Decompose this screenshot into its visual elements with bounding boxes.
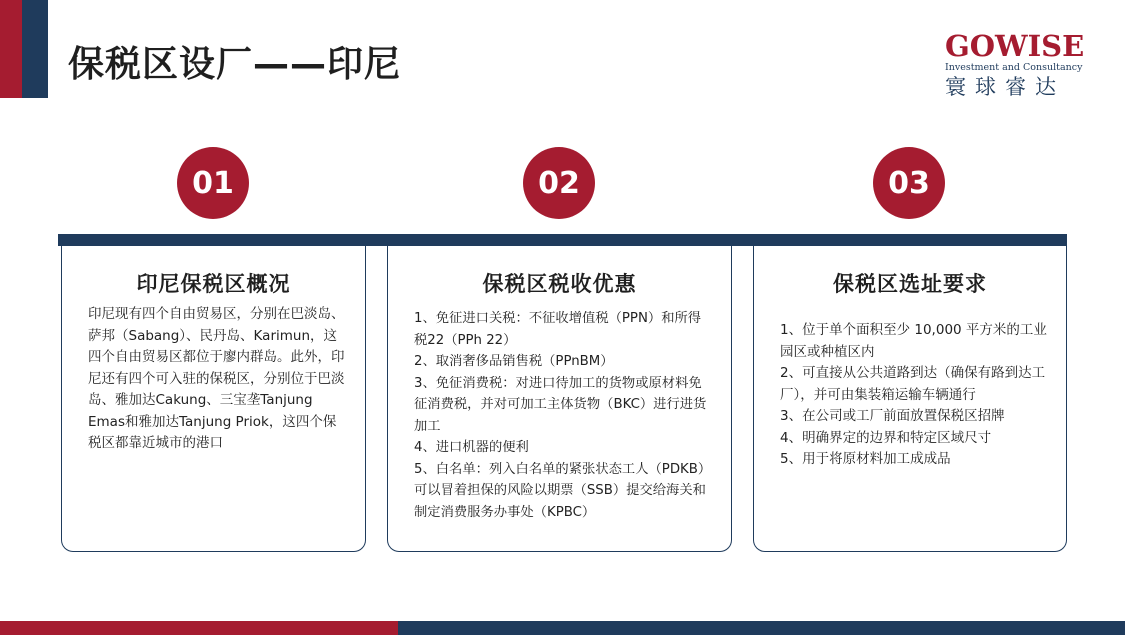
logo-subtitle: Investment and Consultancy [945,62,1083,73]
company-logo [945,29,1095,100]
card-list-item: 1、免征进口关税：不征收增值税（PPN）和所得税22（PPh 22） [414,311,702,348]
footer-bar-navy [398,621,1125,635]
corner-accent-red [0,0,22,98]
card-body [780,320,1048,471]
card-list-item: 1、位于单个面积至少 10,000 平方米的工业园区或种植区内 [780,322,1047,360]
logo-chinese-name: 寰球睿达 [945,75,1065,99]
card-list-item: 4、进口机器的便利 [414,440,529,455]
card-tax-incentives [387,246,732,552]
card-list-item: 5、白名单：列入白名单的紧张状态工人（PDKB）可以冒着担保的风险以期票（SSB）提交给海关和制定消费服务办事处（KPBC） [414,461,712,520]
card-list-item: 3、免征消费税：对进口待加工的货物或原材料免征消费税，并对可加工主体货物（BKC）进行进货加工 [414,375,707,434]
number-badge-03: 03 [873,147,945,219]
card-site-requirements [753,246,1067,552]
number-badge-02: 02 [523,147,595,219]
card-title: 保税区选址要求 [833,272,987,296]
card-title: 保税区税收优惠 [482,272,637,296]
card-title: 印尼保税区概况 [136,272,291,296]
card-list-item: 3、在公司或工厂前面放置保税区招牌 [780,408,1005,424]
card-list-item: 5、用于将原材料加工成成品 [780,451,951,467]
card-list-item: 2、可直接从公共道路到达（确保有路到达工厂），并可由集装箱运输车辆通行 [780,365,1046,403]
page-title: 保税区设厂——印尼 [68,44,402,85]
number-badge-01: 01 [177,147,249,219]
card-overview [61,246,366,552]
card-list-item: 2、取消奢侈品销售税（PPnBM） [414,354,614,369]
header-bar [58,234,1067,246]
corner-accent-navy [22,0,48,98]
card-list-item: 4、明确界定的边界和特定区域尺寸 [780,429,992,446]
card-body [88,304,347,455]
logo-brand: GOWISE [945,29,1085,63]
card-body [414,308,713,523]
footer-bar-red [0,621,398,635]
card-paragraph: 印尼现有四个自由贸易区，分别在巴淡岛、萨邦（Sabang）、民丹岛、Karimun，这四个自由贸易区都位于廖内群岛。此外，印尼还有四个可入驻的保税区，分别位于巴淡岛、雅加达Cakung、三宝垄Tanjung Emas和雅加达Tanjung Priok，这四个保税区都靠近城市的港口 [88,306,345,451]
